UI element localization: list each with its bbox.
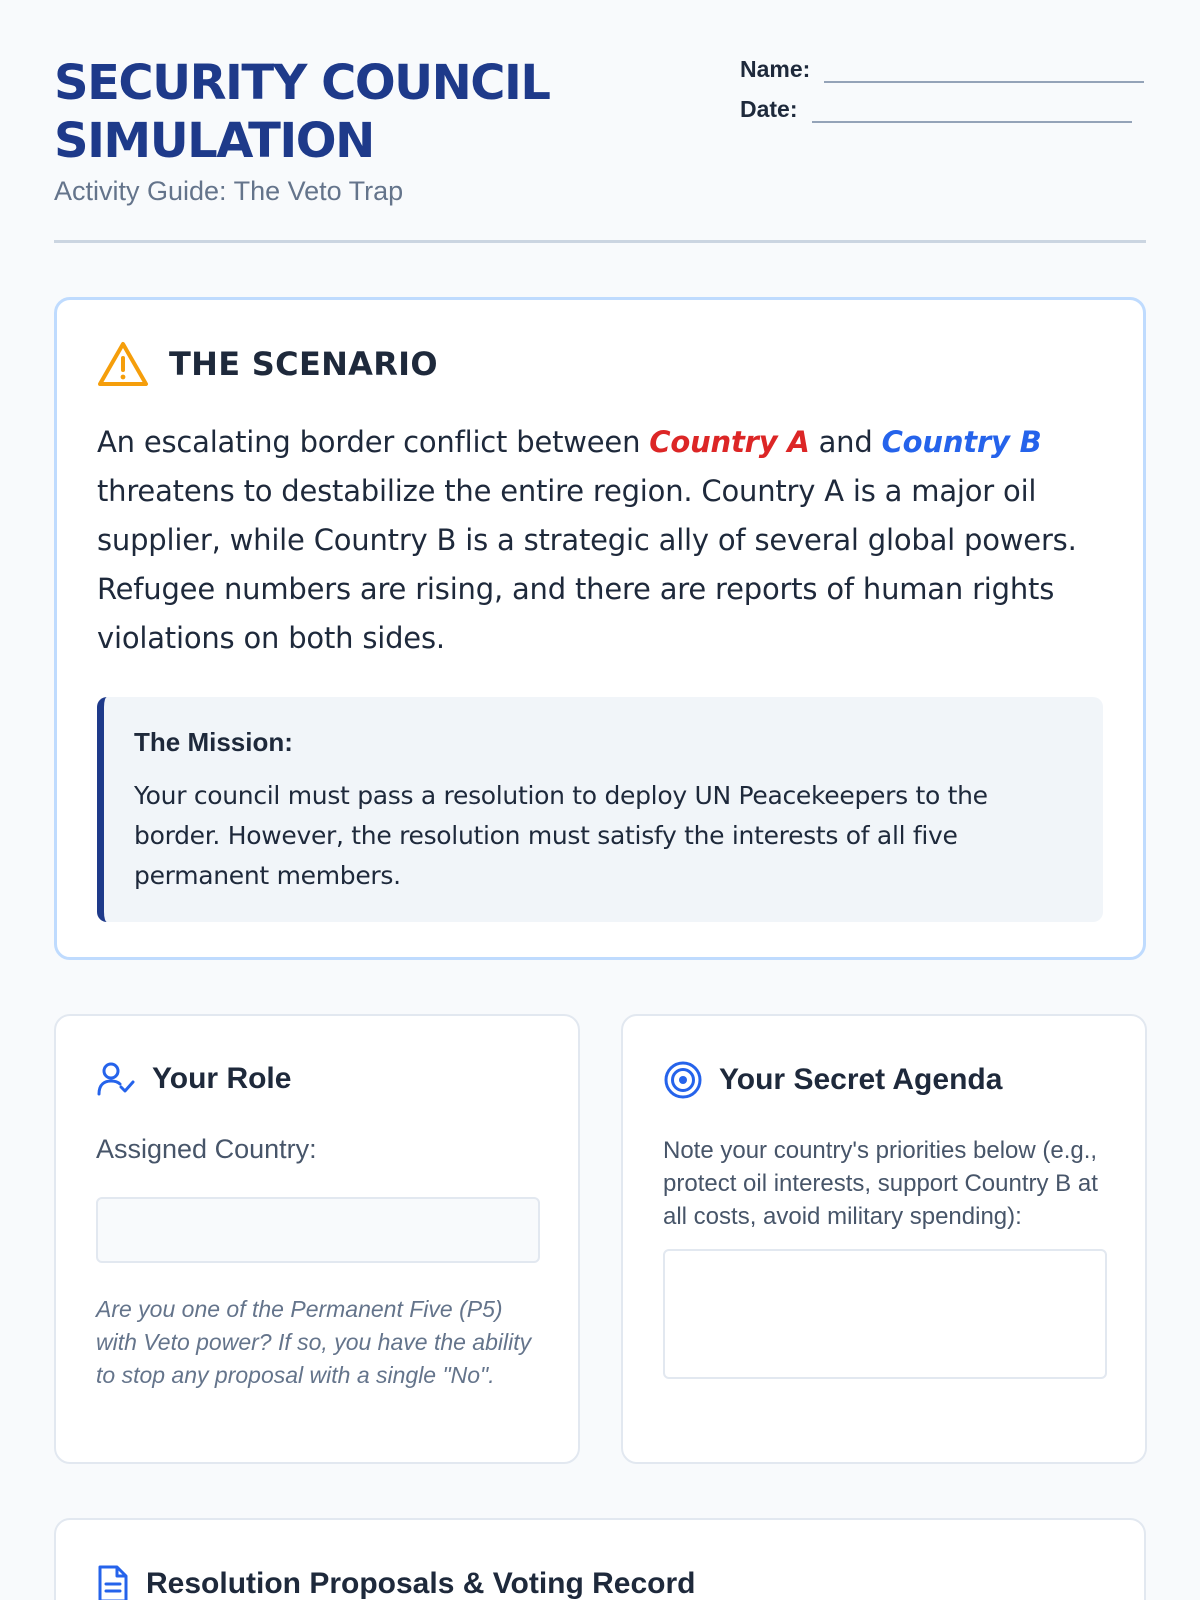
scenario-text-body: threatens to destabilize the entire region. Country A is a major oil supplier, while Country B is a strategic ally of several global powers. Refugee numbers are rising, and there are reports of human rights violations on both sides. <box>97 474 1077 655</box>
secret-agenda-input[interactable] <box>663 1249 1107 1379</box>
date-label: Date: <box>740 96 798 122</box>
name-label: Name: <box>740 56 811 82</box>
agenda-heading: Your Secret Agenda <box>719 1063 1003 1096</box>
agenda-header <box>663 1060 1105 1100</box>
title-line-2: SIMULATION <box>54 113 374 169</box>
agenda-card <box>621 1014 1147 1464</box>
resolution-card <box>54 1518 1146 1600</box>
resolution-heading: Resolution Proposals & Voting Record <box>146 1567 696 1600</box>
scenario-header <box>97 340 1103 388</box>
date-blank-line[interactable] <box>812 99 1132 123</box>
document-icon <box>96 1564 130 1600</box>
agenda-instructions: Note your country's priorities below (e.g., protect oil interests, support Country B at all costs, avoid military spending): <box>663 1137 1098 1230</box>
mission-box <box>97 697 1103 922</box>
role-header <box>96 1060 538 1098</box>
page-subtitle: Activity Guide: The Veto Trap <box>54 176 404 206</box>
mission-heading: The Mission: <box>134 727 293 757</box>
scenario-card <box>54 297 1146 960</box>
name-field <box>740 56 1144 83</box>
scenario-text-and: and <box>809 425 882 459</box>
warning-triangle-icon <box>97 340 149 388</box>
scenario-heading: THE SCENARIO <box>169 345 438 383</box>
date-field <box>740 96 1132 123</box>
title-line-1: SECURITY COUNCIL <box>54 55 550 111</box>
user-check-icon <box>96 1060 136 1098</box>
resolution-header <box>96 1564 1104 1600</box>
page-title <box>54 54 614 170</box>
assigned-country-input[interactable] <box>96 1197 540 1263</box>
role-heading: Your Role <box>152 1062 292 1095</box>
assigned-country-label: Assigned Country: <box>96 1134 317 1164</box>
name-blank-line[interactable] <box>824 59 1144 83</box>
country-b-label: Country B <box>881 425 1042 459</box>
page-header <box>54 0 1146 243</box>
target-icon <box>663 1060 703 1100</box>
veto-note: Are you one of the Permanent Five (P5) with Veto power? If so, you have the ability to stop any proposal with a single "No". <box>96 1296 532 1388</box>
country-a-label: Country A <box>649 425 810 459</box>
scenario-text-intro: An escalating border conflict between <box>97 425 650 459</box>
scenario-text <box>97 418 1103 663</box>
mission-text: Your council must pass a resolution to deploy UN Peacekeepers to the border. However, the resolution must satisfy the interests of all five permanent members. <box>134 781 988 890</box>
role-card <box>54 1014 580 1464</box>
